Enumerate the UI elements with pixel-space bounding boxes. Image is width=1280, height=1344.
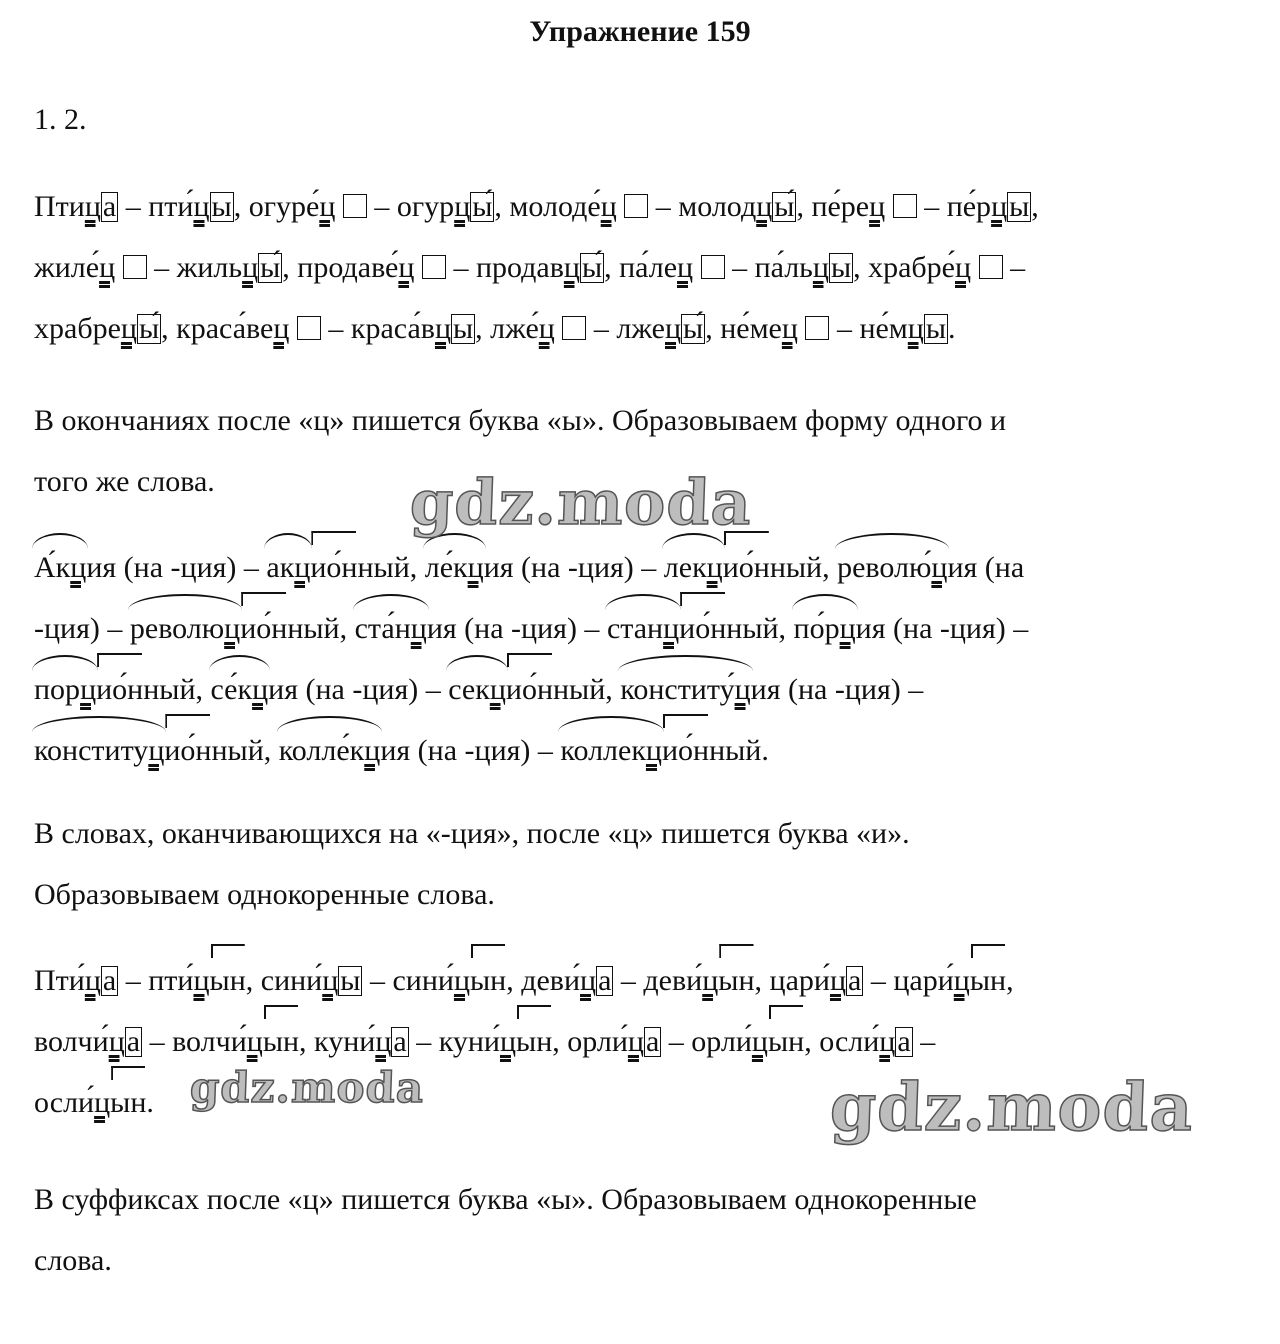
example-line: А́кция (на -ция) – акцио́нный, ле́кция (на -ция) – лекцио́нный, револю́ция (на [34, 537, 1244, 598]
task-numbers: 1. 2. [34, 103, 87, 136]
example-line: -ция) – революцио́нный, ста́нция (на -ция) – станцио́нный, по́рция (на -ция) – [34, 598, 1244, 659]
rule-1 [34, 390, 1244, 512]
example-line: осли́цын. [34, 1072, 1244, 1133]
example-line: храбрецы́, краса́вец – краса́вцы, лже́ц – лжецы́, не́мец – не́мцы. [34, 312, 956, 345]
example-line: Пти́ца – пти́цын, сини́цы – сини́цын, деви́ца – деви́цын, цари́ца – цари́цын, [34, 950, 1244, 1011]
rule-3 [34, 1169, 1244, 1291]
endings-examples [34, 176, 1244, 359]
rule-2-line-2: Образовываем однокоренные слова. [34, 878, 495, 911]
watermark-logo: gdz.moda [408, 466, 754, 539]
suffix-examples [34, 950, 1244, 1133]
example-line: жиле́ц – жильцы́, продаве́ц – продавцы́, па́лец – па́льцы, храбре́ц – [34, 251, 1026, 284]
rule-3-line-2: слова. [34, 1244, 112, 1277]
rule-1-line-1: В окончаниях после «ц» пишется буква «ы». Образовываем форму одного и [34, 404, 1007, 437]
example-line: Птица – пти́цы, огуре́ц – огурцы́, молоде́ц – молодцы́, пе́рец – пе́рцы, [34, 190, 1039, 223]
rule-2-line-1: В словах, оканчивающихся на «-ция», после «ц» пишется буква «и». [34, 817, 910, 850]
rule-2 [34, 803, 1244, 925]
example-line: порцио́нный, се́кция (на -ция) – секцио́нный, конститу́ция (на -ция) – [34, 659, 1244, 720]
example-line: конституцио́нный, колле́кция (на -ция) – коллекцио́нный. [34, 720, 1244, 781]
example-line: волчи́ца – волчи́цын, куни́ца – куни́цын, орли́ца – орли́цын, осли́ца – [34, 1011, 1244, 1072]
exercise-title: Упражнение 159 [529, 15, 751, 48]
watermark-logo: gdz.moda [828, 1068, 1195, 1146]
rule-1-line-2: того же слова. [34, 465, 215, 498]
tsiya-examples [34, 537, 1244, 781]
watermark-logo: gdz.moda [189, 1063, 426, 1112]
rule-3-line-1: В суффиксах после «ц» пишется буква «ы». Образовываем однокоренные [34, 1183, 977, 1216]
